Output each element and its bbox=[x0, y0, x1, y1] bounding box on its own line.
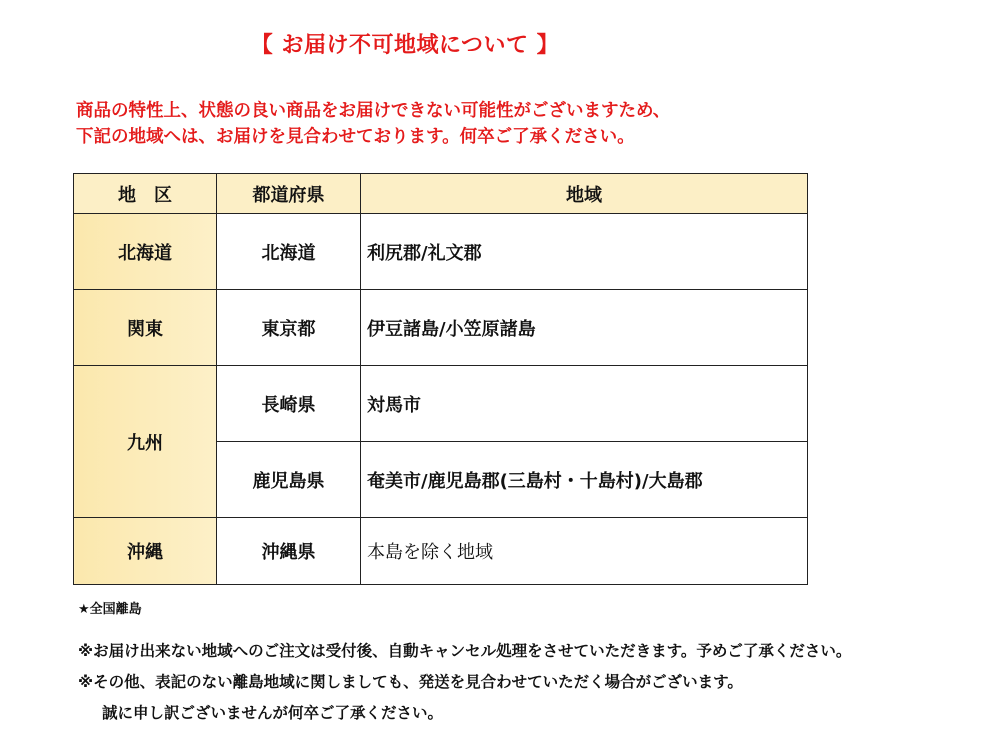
intro-line-1: 商品の特性上、状態の良い商品をお届けできない可能性がございますため、 bbox=[76, 101, 671, 121]
intro-line-2: 下記の地域へは、お届けを見合わせております。何卒ご了承ください。 bbox=[76, 127, 635, 147]
note-line-3: 誠に申し訳ございませんが何卒ご了承ください。 bbox=[102, 704, 444, 722]
prefecture-cell: 東京都 bbox=[217, 290, 361, 366]
prefecture-cell: 長崎県 bbox=[217, 366, 361, 442]
intro-text bbox=[76, 98, 670, 150]
note-line-1: ※お届け出来ない地域へのご注文は受付後、自動キャンセル処理をさせていただきます。予めご了承ください。 bbox=[78, 642, 852, 660]
region-cell: 北海道 bbox=[74, 214, 217, 290]
region-cell: 沖縄 bbox=[74, 518, 217, 585]
area-cell: 本島を除く地域 bbox=[361, 518, 808, 585]
notes-block bbox=[78, 636, 851, 729]
region-cell: 関東 bbox=[74, 290, 217, 366]
prefecture-cell: 沖縄県 bbox=[217, 518, 361, 585]
table-row bbox=[74, 214, 808, 290]
header-area: 地域 bbox=[361, 174, 808, 214]
area-cell: 利尻郡/礼文郡 bbox=[361, 214, 808, 290]
header-region: 地 区 bbox=[74, 174, 217, 214]
table-row bbox=[74, 366, 808, 442]
page-title: 【 お届け不可地域について 】 bbox=[250, 33, 560, 58]
region-cell: 九州 bbox=[74, 366, 217, 518]
note-line-2: ※その他、表記のない離島地域に関しましても、発送を見合わせていただく場合がございます。 bbox=[78, 673, 743, 691]
table-header-row bbox=[74, 174, 808, 214]
undeliverable-areas-table bbox=[73, 173, 808, 585]
area-cell: 伊豆諸島/小笠原諸島 bbox=[361, 290, 808, 366]
table-row bbox=[74, 290, 808, 366]
prefecture-cell: 北海道 bbox=[217, 214, 361, 290]
table-row bbox=[74, 518, 808, 585]
area-cell: 対馬市 bbox=[361, 366, 808, 442]
header-prefecture: 都道府県 bbox=[217, 174, 361, 214]
prefecture-cell: 鹿児島県 bbox=[217, 442, 361, 518]
remote-islands-note: ★全国離島 bbox=[78, 602, 142, 617]
area-cell: 奄美市/鹿児島郡(三島村・十島村)/大島郡 bbox=[361, 442, 808, 518]
